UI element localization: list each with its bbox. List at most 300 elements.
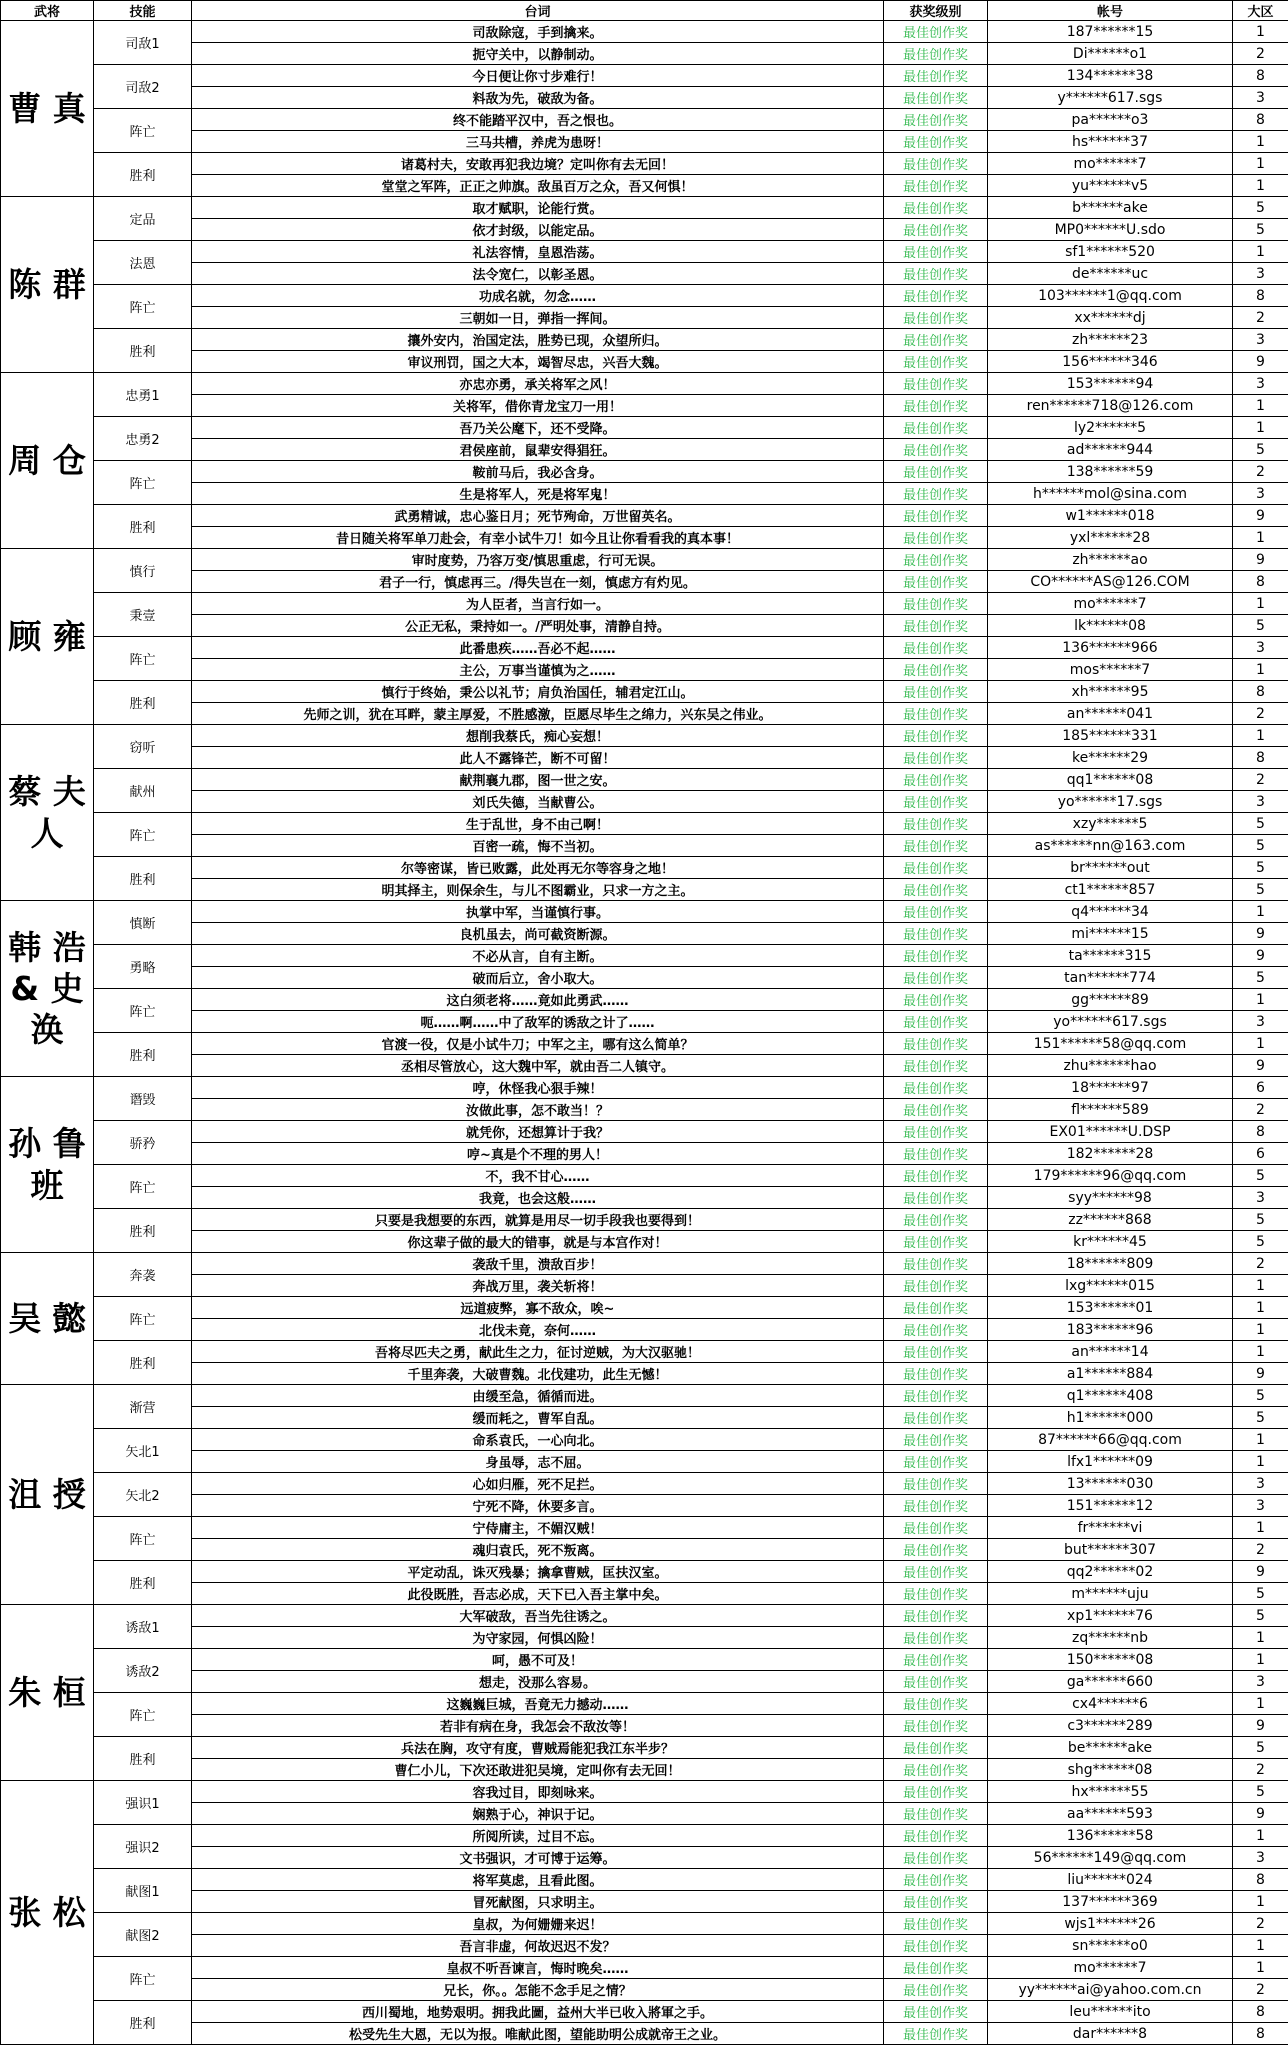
- table-row: [1, 1583, 1288, 1605]
- region-number: 1: [1233, 1825, 1288, 1847]
- voice-line: 身虽辱，志不屈。: [192, 1451, 884, 1473]
- table-row: [1, 1407, 1288, 1429]
- account-id: 156******346: [988, 351, 1233, 373]
- account-id: ly2******5: [988, 417, 1233, 439]
- region-number: 5: [1233, 857, 1288, 879]
- region-number: 1: [1233, 175, 1288, 197]
- region-number: 1: [1233, 1935, 1288, 1957]
- region-number: 2: [1233, 769, 1288, 791]
- award-level: 最佳创作奖: [884, 1143, 988, 1165]
- region-number: 5: [1233, 1407, 1288, 1429]
- region-number: 1: [1233, 1451, 1288, 1473]
- award-level: 最佳创作奖: [884, 505, 988, 527]
- region-number: 2: [1233, 307, 1288, 329]
- account-id: h******mol@sina.com: [988, 483, 1233, 505]
- table-row: [1, 1627, 1288, 1649]
- account-id: 56******149@qq.com: [988, 1847, 1233, 1869]
- region-number: 5: [1233, 1385, 1288, 1407]
- voice-line: 冒死献图，只求明主。: [192, 1891, 884, 1913]
- account-id: 137******369: [988, 1891, 1233, 1913]
- account-id: xp1******76: [988, 1605, 1233, 1627]
- region-number: 6: [1233, 1143, 1288, 1165]
- account-id: qq1******08: [988, 769, 1233, 791]
- skill-name: 阵亡: [94, 1957, 192, 2001]
- table-row: [1, 1231, 1288, 1253]
- award-level: 最佳创作奖: [884, 373, 988, 395]
- region-number: 9: [1233, 923, 1288, 945]
- table-row: [1, 1913, 1288, 1935]
- hero-name: 蔡 夫 人: [1, 725, 94, 901]
- skill-name: 慎行: [94, 549, 192, 593]
- table-row: [1, 1649, 1288, 1671]
- award-level: 最佳创作奖: [884, 637, 988, 659]
- region-number: 5: [1233, 439, 1288, 461]
- award-level: 最佳创作奖: [884, 87, 988, 109]
- account-id: q4******34: [988, 901, 1233, 923]
- account-id: ren******718@126.com: [988, 395, 1233, 417]
- table-row: [1, 1517, 1288, 1539]
- header-hero: 武将: [1, 1, 94, 21]
- award-level: 最佳创作奖: [884, 307, 988, 329]
- voice-line: 法令宽仁，以彰圣恩。: [192, 263, 884, 285]
- account-id: hx******55: [988, 1781, 1233, 1803]
- table-row: [1, 87, 1288, 109]
- region-number: 5: [1233, 1737, 1288, 1759]
- skill-name: 胜利: [94, 681, 192, 725]
- account-id: m******uju: [988, 1583, 1233, 1605]
- award-level: 最佳创作奖: [884, 549, 988, 571]
- table-row: [1, 1891, 1288, 1913]
- table-row: [1, 2023, 1288, 2045]
- voice-line: 千里奔袭，大破曹魏。北伐建功，此生无憾！: [192, 1363, 884, 1385]
- award-level: 最佳创作奖: [884, 725, 988, 747]
- voice-line: 缓而耗之，曹军自乱。: [192, 1407, 884, 1429]
- skill-name: 胜利: [94, 1033, 192, 1077]
- award-level: 最佳创作奖: [884, 175, 988, 197]
- region-number: 1: [1233, 1649, 1288, 1671]
- table-row: [1, 21, 1288, 43]
- voice-line: 呃……啊……中了敌军的诱敌之计了……: [192, 1011, 884, 1033]
- voice-line: 慎行于终始，秉公以礼节；肩负治国任，辅君定江山。: [192, 681, 884, 703]
- account-id: zh******23: [988, 329, 1233, 351]
- region-number: 5: [1233, 835, 1288, 857]
- region-number: 2: [1233, 1759, 1288, 1781]
- table-row: [1, 307, 1288, 329]
- account-id: xh******95: [988, 681, 1233, 703]
- account-id: CO******AS@126.COM: [988, 571, 1233, 593]
- voice-line: 为人臣者，当言行如一。: [192, 593, 884, 615]
- voice-line: 昔日随关将军单刀赴会，有幸小试牛刀！如今且让你看看我的真本事！: [192, 527, 884, 549]
- account-id: fr******vi: [988, 1517, 1233, 1539]
- table-row: [1, 263, 1288, 285]
- award-level: 最佳创作奖: [884, 1407, 988, 1429]
- table-row: [1, 1561, 1288, 1583]
- table-row: [1, 1715, 1288, 1737]
- table-row: [1, 197, 1288, 219]
- account-id: 153******94: [988, 373, 1233, 395]
- hero-name: 朱 桓: [1, 1605, 94, 1781]
- voice-line: 远道疲弊，寡不敌众，唉~: [192, 1297, 884, 1319]
- voice-line: 魂归袁氏，死不叛离。: [192, 1539, 884, 1561]
- region-number: 5: [1233, 879, 1288, 901]
- skill-name: 谮毁: [94, 1077, 192, 1121]
- voice-line: 北伐未竟，奈何……: [192, 1319, 884, 1341]
- table-row: [1, 1297, 1288, 1319]
- account-id: syy******98: [988, 1187, 1233, 1209]
- account-id: w1******018: [988, 505, 1233, 527]
- hero-name: 顾 雍: [1, 549, 94, 725]
- voice-line: 曹仁小儿，下次还敢进犯吴境，定叫你有去无回！: [192, 1759, 884, 1781]
- region-number: 5: [1233, 1781, 1288, 1803]
- voice-line: 料敌为先，破敌为备。: [192, 87, 884, 109]
- award-level: 最佳创作奖: [884, 1385, 988, 1407]
- header-award: 获奖级别: [884, 1, 988, 21]
- region-number: 9: [1233, 945, 1288, 967]
- region-number: 8: [1233, 571, 1288, 593]
- award-level: 最佳创作奖: [884, 857, 988, 879]
- award-level: 最佳创作奖: [884, 1055, 988, 1077]
- award-level: 最佳创作奖: [884, 527, 988, 549]
- account-id: ta******315: [988, 945, 1233, 967]
- table-row: [1, 131, 1288, 153]
- voice-line: 三朝如一日，弹指一挥间。: [192, 307, 884, 329]
- award-level: 最佳创作奖: [884, 967, 988, 989]
- region-number: 1: [1233, 1275, 1288, 1297]
- account-id: b******ake: [988, 197, 1233, 219]
- region-number: 2: [1233, 1099, 1288, 1121]
- skill-name: 矢北1: [94, 1429, 192, 1473]
- voice-line: 良机虽去，尚可截资断源。: [192, 923, 884, 945]
- skill-name: 胜利: [94, 153, 192, 197]
- account-id: de******uc: [988, 263, 1233, 285]
- table-row: [1, 901, 1288, 923]
- account-id: xx******dj: [988, 307, 1233, 329]
- award-level: 最佳创作奖: [884, 1979, 988, 2001]
- account-id: xzy******5: [988, 813, 1233, 835]
- account-id: MP0******U.sdo: [988, 219, 1233, 241]
- table-row: [1, 329, 1288, 351]
- voice-line: 生是将军人，死是将军鬼！: [192, 483, 884, 505]
- voice-line: 丞相尽管放心，这大魏中军，就由吾二人镇守。: [192, 1055, 884, 1077]
- region-number: 1: [1233, 21, 1288, 43]
- account-id: 185******331: [988, 725, 1233, 747]
- account-id: lxg******015: [988, 1275, 1233, 1297]
- award-level: 最佳创作奖: [884, 989, 988, 1011]
- voice-line: 将军莫虑，且看此图。: [192, 1869, 884, 1891]
- account-id: mo******7: [988, 593, 1233, 615]
- table-row: [1, 1121, 1288, 1143]
- skill-name: 窃听: [94, 725, 192, 769]
- award-level: 最佳创作奖: [884, 1737, 988, 1759]
- region-number: 9: [1233, 505, 1288, 527]
- region-number: 1: [1233, 1297, 1288, 1319]
- region-number: 1: [1233, 1341, 1288, 1363]
- skill-name: 胜利: [94, 2001, 192, 2045]
- skill-name: 强识1: [94, 1781, 192, 1825]
- account-id: zq******nb: [988, 1627, 1233, 1649]
- table-row: [1, 1957, 1288, 1979]
- region-number: 3: [1233, 263, 1288, 285]
- skill-name: 胜利: [94, 505, 192, 549]
- voice-line: 哼~真是个不理的男人！: [192, 1143, 884, 1165]
- account-id: gg******89: [988, 989, 1233, 1011]
- region-number: 1: [1233, 1517, 1288, 1539]
- region-number: 1: [1233, 1891, 1288, 1913]
- award-level: 最佳创作奖: [884, 945, 988, 967]
- award-level: 最佳创作奖: [884, 659, 988, 681]
- voice-line: 百密一疏，悔不当初。: [192, 835, 884, 857]
- award-level: 最佳创作奖: [884, 813, 988, 835]
- account-id: 87******66@qq.com: [988, 1429, 1233, 1451]
- voice-line: 这白须老将……竟如此勇武……: [192, 989, 884, 1011]
- table-row: [1, 1451, 1288, 1473]
- region-number: 5: [1233, 219, 1288, 241]
- table-row: [1, 1385, 1288, 1407]
- voice-line: 司敌除寇，手到擒来。: [192, 21, 884, 43]
- award-level: 最佳创作奖: [884, 1671, 988, 1693]
- account-id: y******617.sgs: [988, 87, 1233, 109]
- voice-line: 汝做此事，怎不敢当！？: [192, 1099, 884, 1121]
- voice-line: 审议刑罚，国之大本，竭智尽忠，兴吾大魏。: [192, 351, 884, 373]
- skill-name: 阵亡: [94, 461, 192, 505]
- voice-line: 只要是我想要的东西，就算是用尽一切手段我也要得到！: [192, 1209, 884, 1231]
- voice-line: 命系袁氏，一心向北。: [192, 1429, 884, 1451]
- account-id: q1******408: [988, 1385, 1233, 1407]
- table-row: [1, 615, 1288, 637]
- account-id: yo******617.sgs: [988, 1011, 1233, 1033]
- table-row: [1, 1363, 1288, 1385]
- award-level: 最佳创作奖: [884, 21, 988, 43]
- award-level: 最佳创作奖: [884, 1033, 988, 1055]
- region-number: 5: [1233, 1605, 1288, 1627]
- award-level: 最佳创作奖: [884, 417, 988, 439]
- table-row: [1, 1539, 1288, 1561]
- award-level: 最佳创作奖: [884, 1759, 988, 1781]
- voice-line: 君侯座前，鼠辈安得猖狂。: [192, 439, 884, 461]
- account-id: 136******966: [988, 637, 1233, 659]
- region-number: 1: [1233, 1319, 1288, 1341]
- voice-line: 此人不露锋芒，断不可留！: [192, 747, 884, 769]
- award-level: 最佳创作奖: [884, 901, 988, 923]
- region-number: 8: [1233, 1869, 1288, 1891]
- skill-name: 胜利: [94, 1737, 192, 1781]
- table-row: [1, 1693, 1288, 1715]
- account-id: leu******ito: [988, 2001, 1233, 2023]
- region-number: 5: [1233, 615, 1288, 637]
- voice-line: 尔等密谋，皆已败露，此处再无尔等容身之地！: [192, 857, 884, 879]
- voice-line: 不必从言，自有主断。: [192, 945, 884, 967]
- table-row: [1, 1253, 1288, 1275]
- award-level: 最佳创作奖: [884, 2001, 988, 2023]
- region-number: 1: [1233, 593, 1288, 615]
- award-level: 最佳创作奖: [884, 615, 988, 637]
- region-number: 3: [1233, 791, 1288, 813]
- table-row: [1, 703, 1288, 725]
- voice-line: 由缓至急，循循而进。: [192, 1385, 884, 1407]
- table-row: [1, 659, 1288, 681]
- account-id: lfx1******09: [988, 1451, 1233, 1473]
- table-row: [1, 1781, 1288, 1803]
- table-row: [1, 461, 1288, 483]
- region-number: 1: [1233, 1957, 1288, 1979]
- region-number: 2: [1233, 703, 1288, 725]
- skill-name: 阵亡: [94, 1517, 192, 1561]
- account-id: Di******o1: [988, 43, 1233, 65]
- account-id: ke******29: [988, 747, 1233, 769]
- award-level: 最佳创作奖: [884, 197, 988, 219]
- table-row: [1, 373, 1288, 395]
- voice-line: 审时度势，乃容万变/慎思重虑，行可无误。: [192, 549, 884, 571]
- voice-line: 明其择主，则保余生，与儿不图霸业，只求一方之主。: [192, 879, 884, 901]
- voice-line: 依才封级，以能定品。: [192, 219, 884, 241]
- skill-name: 阵亡: [94, 285, 192, 329]
- hero-name: 孙 鲁 班: [1, 1077, 94, 1253]
- skill-name: 胜利: [94, 329, 192, 373]
- skill-name: 胜利: [94, 1341, 192, 1385]
- voice-line: 先师之训，犹在耳畔，蒙主厚爱，不胜感激，臣愿尽毕生之绵力，兴东吴之伟业。: [192, 703, 884, 725]
- account-id: yxl******28: [988, 527, 1233, 549]
- hero-name: 韩 浩 & 史 涣: [1, 901, 94, 1077]
- region-number: 8: [1233, 109, 1288, 131]
- account-id: mi******15: [988, 923, 1233, 945]
- region-number: 5: [1233, 1231, 1288, 1253]
- award-level: 最佳创作奖: [884, 219, 988, 241]
- table-row: [1, 175, 1288, 197]
- skill-name: 忠勇1: [94, 373, 192, 417]
- skill-name: 阵亡: [94, 1693, 192, 1737]
- award-level: 最佳创作奖: [884, 1165, 988, 1187]
- award-level: 最佳创作奖: [884, 791, 988, 813]
- account-id: 182******28: [988, 1143, 1233, 1165]
- voice-line: 容我过目，即刻咏来。: [192, 1781, 884, 1803]
- table-row: [1, 1671, 1288, 1693]
- voice-line: 扼守关中，以静制动。: [192, 43, 884, 65]
- voice-line: 不，我不甘心……: [192, 1165, 884, 1187]
- account-id: an******14: [988, 1341, 1233, 1363]
- account-id: ct1******857: [988, 879, 1233, 901]
- table-row: [1, 153, 1288, 175]
- account-id: aa******593: [988, 1803, 1233, 1825]
- voice-line: 宁侍庸主，不媚汉贼！: [192, 1517, 884, 1539]
- region-number: 1: [1233, 1693, 1288, 1715]
- voice-line: 刘氏失德，当献曹公。: [192, 791, 884, 813]
- region-number: 1: [1233, 901, 1288, 923]
- voice-line: 关将军，借你青龙宝刀一用！: [192, 395, 884, 417]
- award-level: 最佳创作奖: [884, 1781, 988, 1803]
- award-level: 最佳创作奖: [884, 483, 988, 505]
- region-number: 5: [1233, 1583, 1288, 1605]
- region-number: 3: [1233, 637, 1288, 659]
- voice-line: 堂堂之军阵，正正之帅旗。敌虽百万之众，吾又何惧！: [192, 175, 884, 197]
- region-number: 2: [1233, 43, 1288, 65]
- skill-name: 渐营: [94, 1385, 192, 1429]
- award-level: 最佳创作奖: [884, 1099, 988, 1121]
- award-level: 最佳创作奖: [884, 1561, 988, 1583]
- region-number: 8: [1233, 2023, 1288, 2045]
- table-row: [1, 483, 1288, 505]
- award-level: 最佳创作奖: [884, 1847, 988, 1869]
- account-id: br******out: [988, 857, 1233, 879]
- region-number: 9: [1233, 1803, 1288, 1825]
- award-level: 最佳创作奖: [884, 1693, 988, 1715]
- header-region: 大区: [1233, 1, 1288, 21]
- voice-line: 公正无私，秉持如一。/严明处事，清静自持。: [192, 615, 884, 637]
- header-row: [1, 1, 1288, 21]
- voice-line: 宁死不降，休要多言。: [192, 1495, 884, 1517]
- table-row: [1, 527, 1288, 549]
- region-number: 1: [1233, 1429, 1288, 1451]
- table-row: [1, 1605, 1288, 1627]
- voice-line: 生于乱世，身不由己啊！: [192, 813, 884, 835]
- award-level: 最佳创作奖: [884, 703, 988, 725]
- table-row: [1, 417, 1288, 439]
- account-id: cx4******6: [988, 1693, 1233, 1715]
- voice-line: 你这辈子做的最大的错事，就是与本宫作对！: [192, 1231, 884, 1253]
- award-level: 最佳创作奖: [884, 593, 988, 615]
- award-level: 最佳创作奖: [884, 1187, 988, 1209]
- voice-line: 这巍巍巨城，吾竟无力撼动……: [192, 1693, 884, 1715]
- award-level: 最佳创作奖: [884, 1011, 988, 1033]
- award-level: 最佳创作奖: [884, 1583, 988, 1605]
- voice-line: 兄长，你。。怎能不念手足之情？: [192, 1979, 884, 2001]
- region-number: 2: [1233, 1979, 1288, 2001]
- account-id: yu******v5: [988, 175, 1233, 197]
- region-number: 3: [1233, 87, 1288, 109]
- award-level: 最佳创作奖: [884, 461, 988, 483]
- hero-name: 吴 懿: [1, 1253, 94, 1385]
- voice-line: 若非有病在身，我怎会不敌汝等！: [192, 1715, 884, 1737]
- account-id: ga******660: [988, 1671, 1233, 1693]
- account-id: sf1******520: [988, 241, 1233, 263]
- award-level: 最佳创作奖: [884, 747, 988, 769]
- table-row: [1, 1737, 1288, 1759]
- skill-name: 秉壹: [94, 593, 192, 637]
- award-level: 最佳创作奖: [884, 395, 988, 417]
- table-row: [1, 1803, 1288, 1825]
- skill-name: 献图2: [94, 1913, 192, 1957]
- award-level: 最佳创作奖: [884, 1935, 988, 1957]
- account-id: dar******8: [988, 2023, 1233, 2045]
- region-number: 8: [1233, 65, 1288, 87]
- account-id: hs******37: [988, 131, 1233, 153]
- award-level: 最佳创作奖: [884, 1297, 988, 1319]
- award-level: 最佳创作奖: [884, 439, 988, 461]
- account-id: a1******884: [988, 1363, 1233, 1385]
- account-id: zz******868: [988, 1209, 1233, 1231]
- region-number: 2: [1233, 1539, 1288, 1561]
- skill-name: 阵亡: [94, 1165, 192, 1209]
- voice-line: 诸葛村夫，安敢再犯我边境？定叫你有去无回！: [192, 153, 884, 175]
- award-level: 最佳创作奖: [884, 681, 988, 703]
- skill-name: 献州: [94, 769, 192, 813]
- skill-name: 矢北2: [94, 1473, 192, 1517]
- table-row: [1, 395, 1288, 417]
- award-level: 最佳创作奖: [884, 1913, 988, 1935]
- voice-line: 今日便让你寸步难行！: [192, 65, 884, 87]
- award-level: 最佳创作奖: [884, 1605, 988, 1627]
- table-row: [1, 1473, 1288, 1495]
- account-id: h1******000: [988, 1407, 1233, 1429]
- voice-line: 官渡一役，仅是小试牛刀；中军之主，哪有这么简单？: [192, 1033, 884, 1055]
- skill-name: 强识2: [94, 1825, 192, 1869]
- region-number: 8: [1233, 1121, 1288, 1143]
- table-row: [1, 1275, 1288, 1297]
- award-level: 最佳创作奖: [884, 879, 988, 901]
- region-number: 1: [1233, 131, 1288, 153]
- account-id: mo******7: [988, 153, 1233, 175]
- region-number: 1: [1233, 417, 1288, 439]
- award-level: 最佳创作奖: [884, 1957, 988, 1979]
